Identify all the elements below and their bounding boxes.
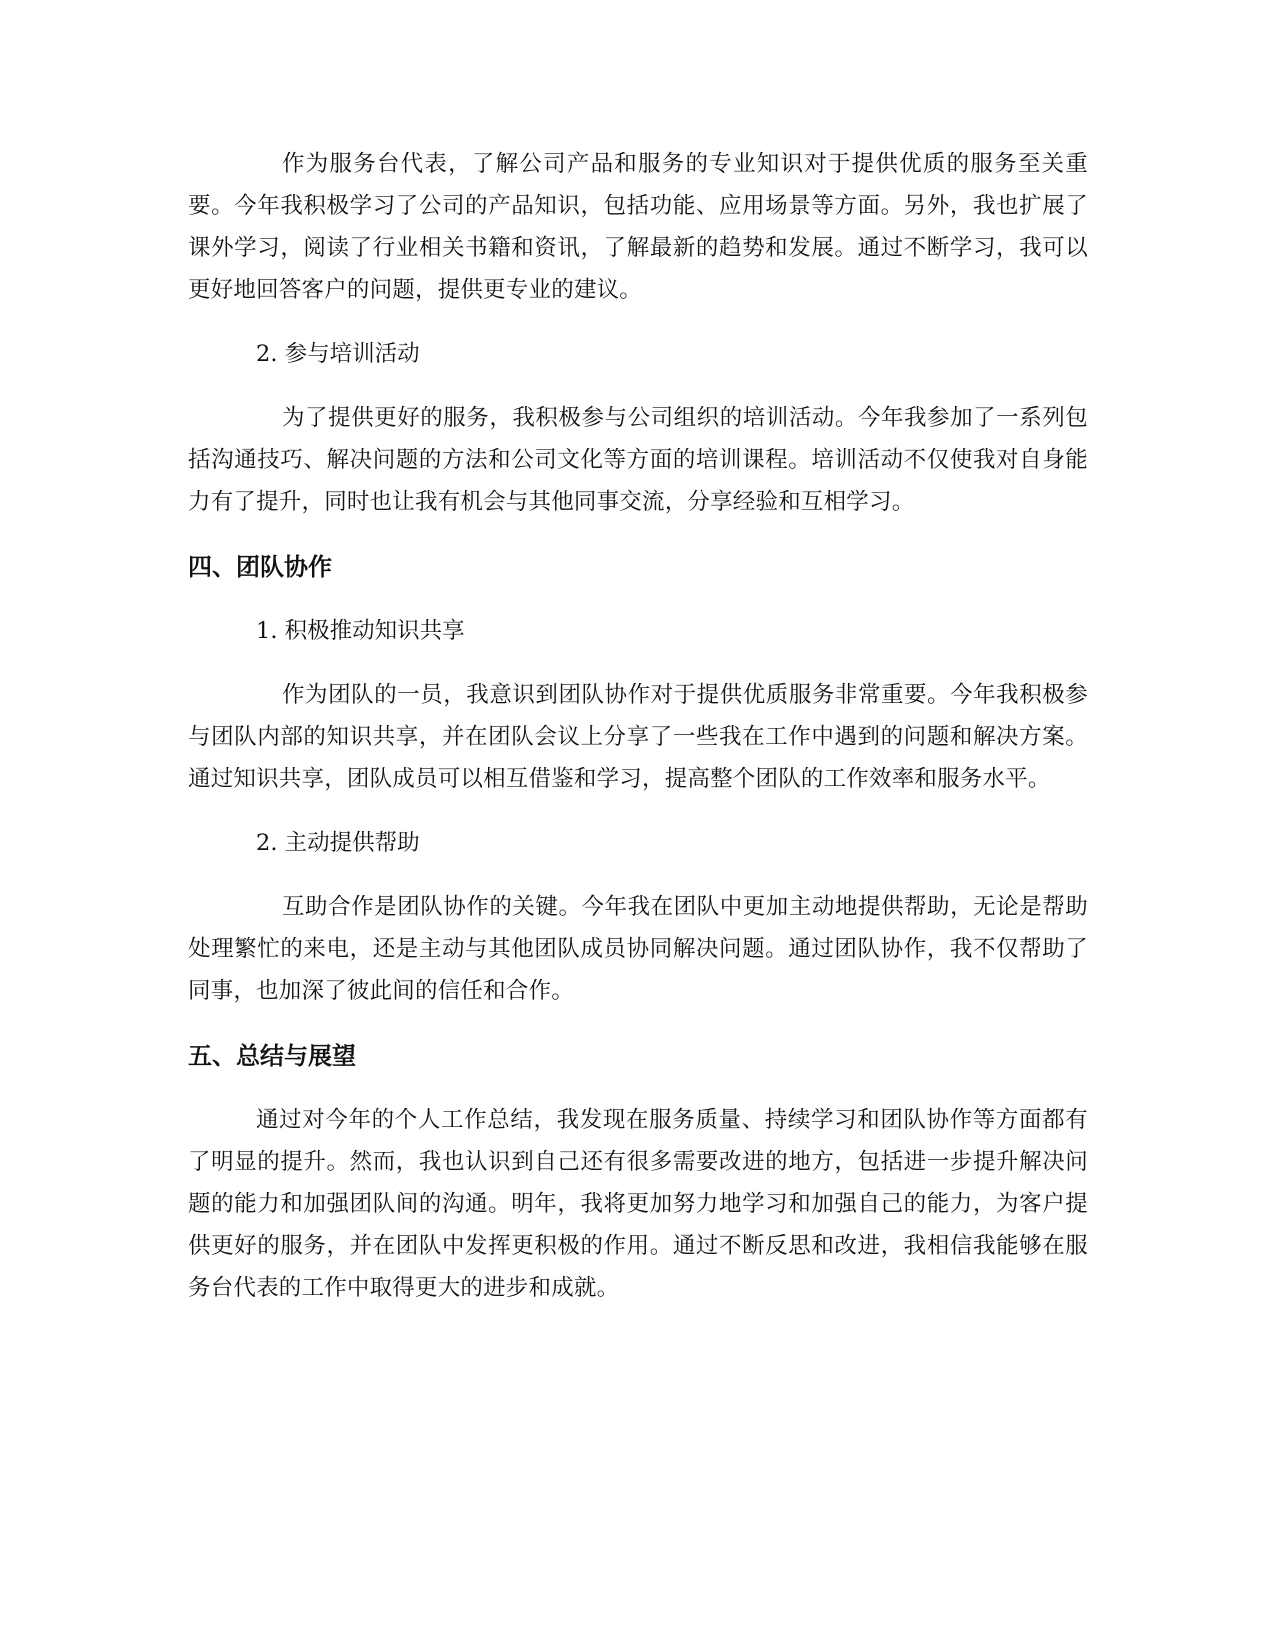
spacer [188, 523, 1088, 546]
spacer [188, 652, 1088, 674]
spacer [188, 375, 1088, 397]
paragraph-knowledge-sharing: 作为团队的一员，我意识到团队协作对于提供优质服务非常重要。今年我积极参与团队内部的知识共享，并在团队会议上分享了一些我在工作中遇到的问题和解决方案。通过知识共享，团队成员可以相互借鉴和学习，提高整个团队的工作效率和服务水平。 [188, 682, 1088, 792]
paragraph-product-knowledge: 作为服务台代表，了解公司产品和服务的专业知识对于提供优质的服务至关重要。今年我积极学习了公司的产品知识，包括功能、应用场景等方面。另外，我也扩展了课外学习，阅读了行业相关书籍和资讯，了解最新的趋势和发展。通过不断学习，我可以更好地回答客户的问题，提供更专业的建议。 [188, 151, 1088, 303]
spacer [188, 1012, 1088, 1035]
spacer [188, 588, 1088, 610]
spacer [188, 864, 1088, 886]
subheading-training: 2. 参与培训活动 [256, 341, 420, 367]
paragraph-summary: 通过对今年的个人工作总结，我发现在服务质量、持续学习和团队协作等方面都有了明显的提升。然而，我也认识到自己还有很多需要改进的地方，包括进一步提升解决问题的能力和加强团队间的沟通。明年，我将更加努力地学习和加强自己的能力，为客户提供更好的服务，并在团队中发挥更积极的作用。通过不断反思和改进，我相信我能够在服务台代表的工作中取得更大的进步和成就。 [188, 1107, 1088, 1301]
document-body [188, 143, 1088, 1309]
section-heading-teamwork: 四、团队协作 [188, 553, 332, 581]
section-heading-summary: 五、总结与展望 [188, 1042, 356, 1070]
spacer [188, 311, 1088, 333]
subheading-knowledge-sharing: 1. 积极推动知识共享 [256, 618, 465, 644]
paragraph-providing-help: 互助合作是团队协作的关键。今年我在团队中更加主动地提供帮助，无论是帮助处理繁忙的来电，还是主动与其他团队成员协同解决问题。通过团队协作，我不仅帮助了同事，也加深了彼此间的信任和合作。 [188, 894, 1088, 1004]
paragraph-training: 为了提供更好的服务，我积极参与公司组织的培训活动。今年我参加了一系列包括沟通技巧、解决问题的方法和公司文化等方面的培训课程。培训活动不仅使我对自身能力有了提升，同时也让我有机会与其他同事交流，分享经验和互相学习。 [188, 405, 1088, 515]
subheading-providing-help: 2. 主动提供帮助 [256, 830, 420, 856]
spacer [188, 1077, 1088, 1099]
spacer [188, 800, 1088, 822]
